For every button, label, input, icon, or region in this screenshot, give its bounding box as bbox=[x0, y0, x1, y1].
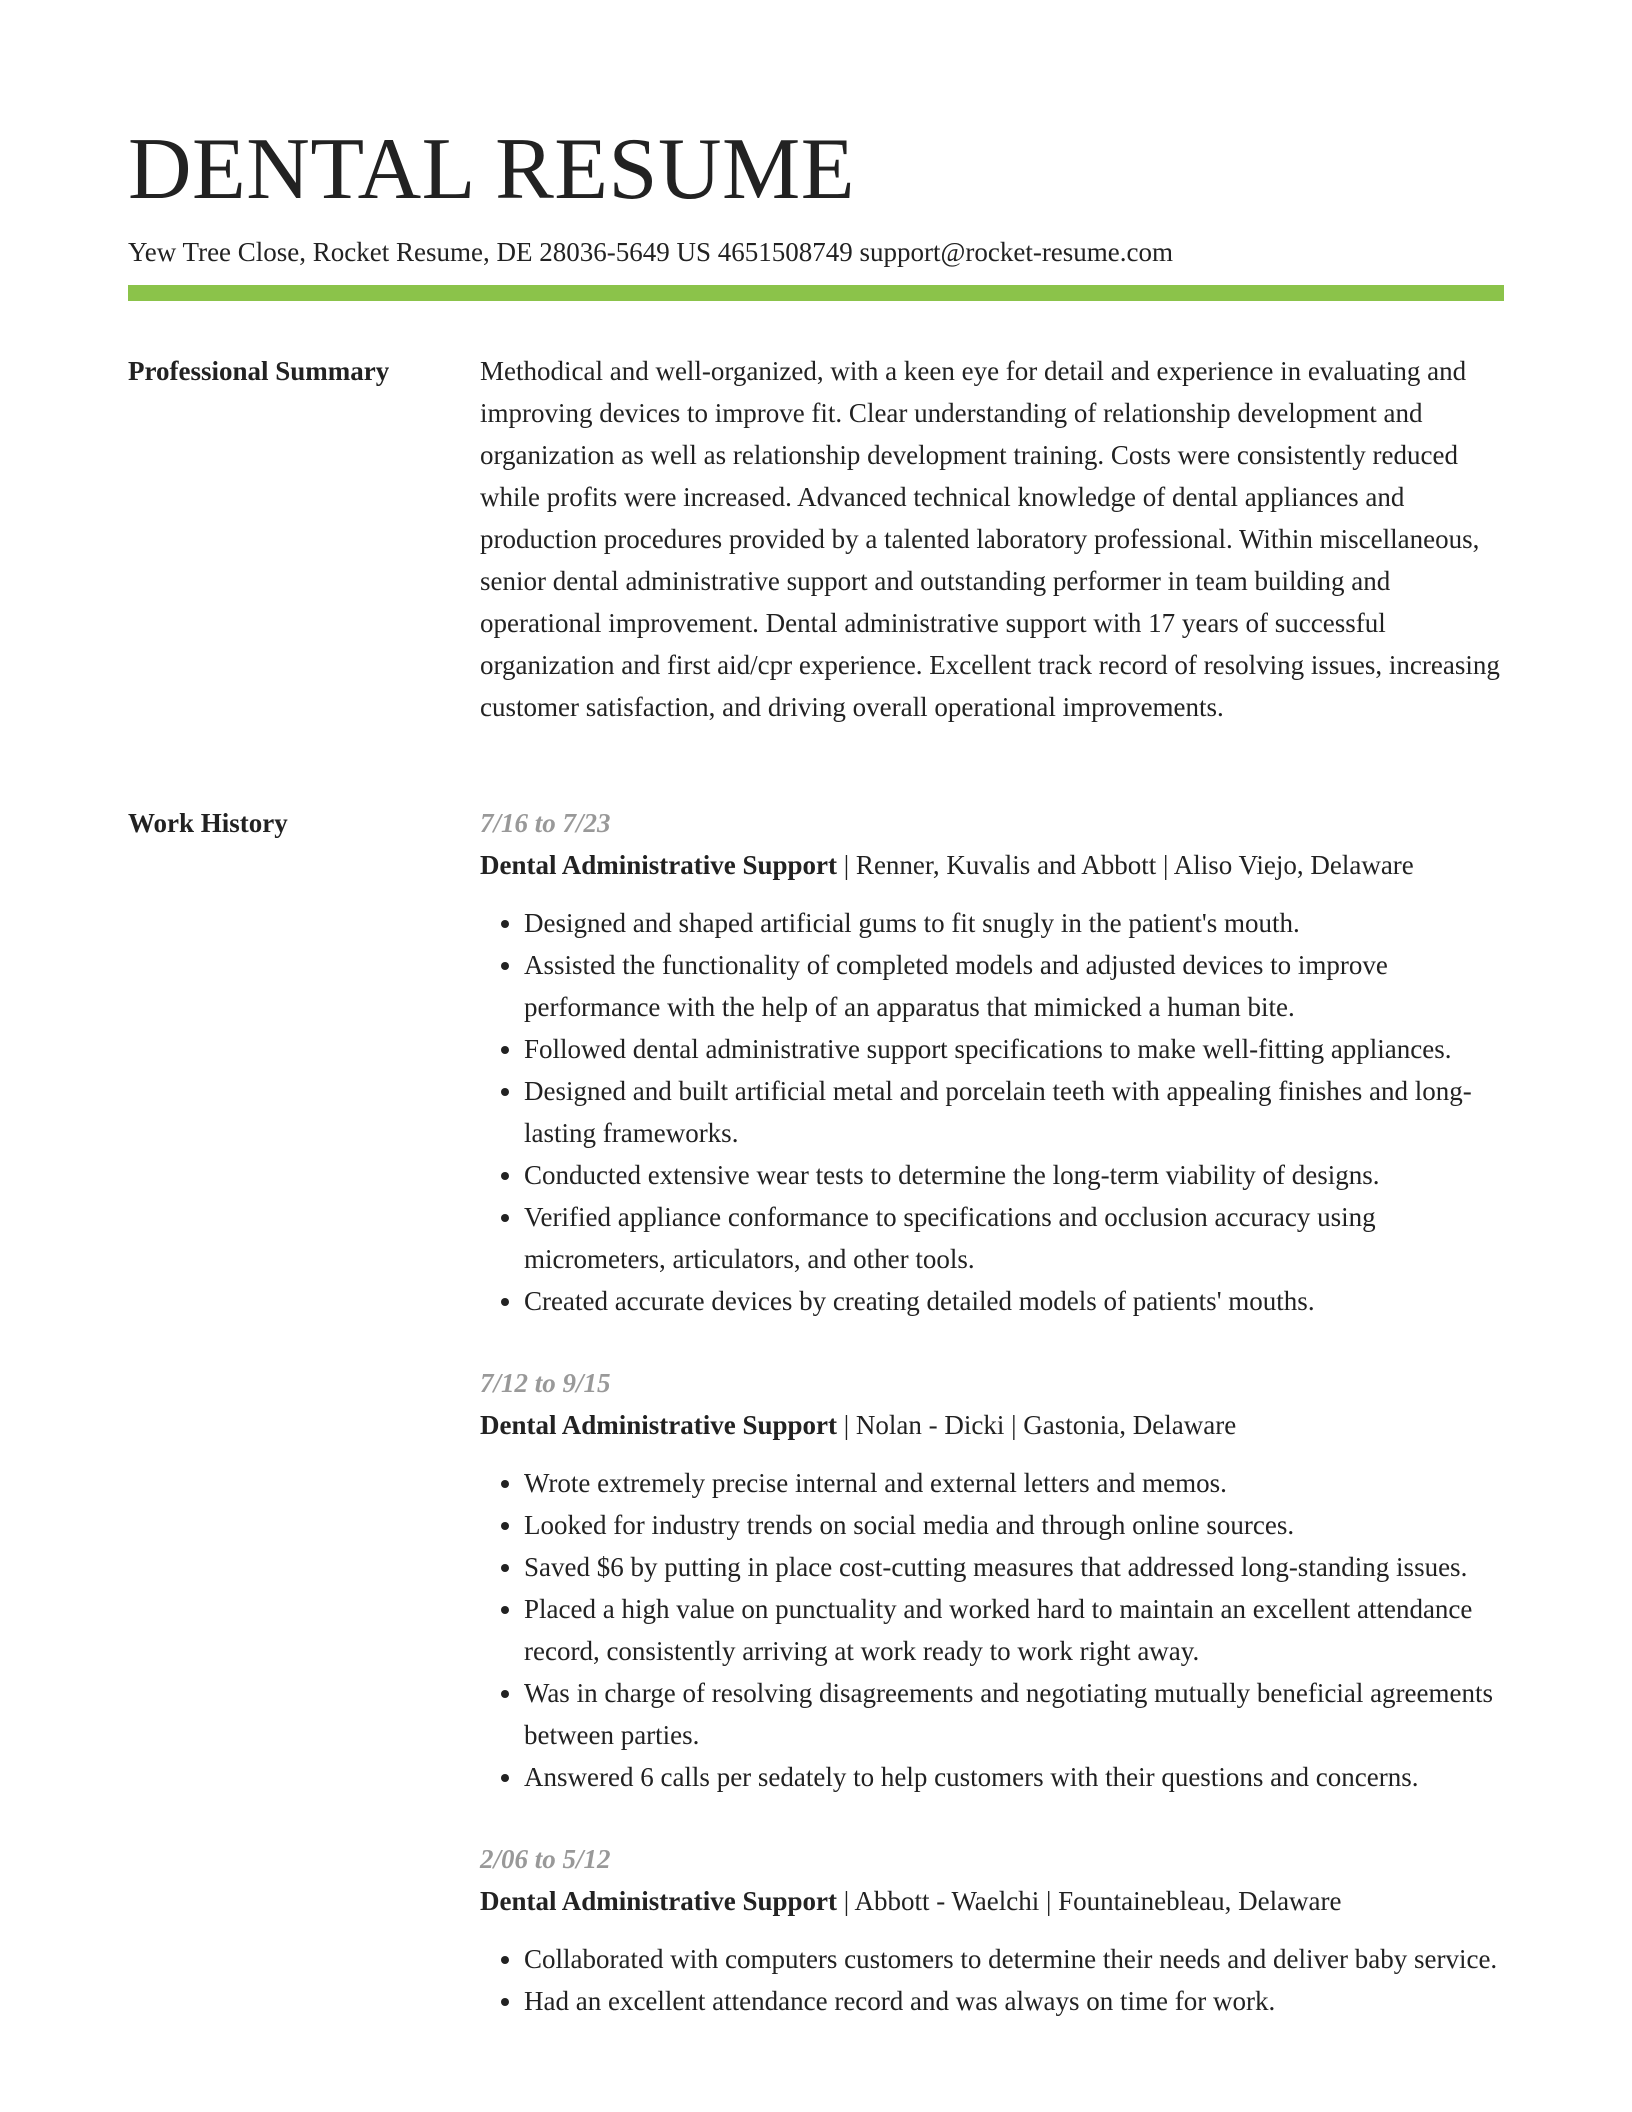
job-bullet: • Followed dental administrative support specifications to make well-fitting appliances. bbox=[524, 1028, 1504, 1070]
job-bullets bbox=[480, 1462, 1504, 1798]
work-history-label: Work History bbox=[128, 808, 288, 838]
job-bullet: • Conducted extensive wear tests to determine the long-term viability of designs. bbox=[524, 1154, 1504, 1196]
job-role bbox=[480, 1880, 1504, 1922]
job-entry bbox=[480, 802, 1504, 1322]
summary-label: Professional Summary bbox=[128, 356, 390, 386]
job-entry bbox=[480, 1838, 1504, 2022]
job-bullet: • Designed and built artificial metal and porcelain teeth with appealing finishes and long-lasting frameworks. bbox=[524, 1070, 1504, 1154]
job-entry bbox=[480, 1362, 1504, 1798]
job-bullet: • Was in charge of resolving disagreements and negotiating mutually beneficial agreements between parties. bbox=[524, 1672, 1504, 1756]
job-details: | Renner, Kuvalis and Abbott | Aliso Viejo, Delaware bbox=[837, 850, 1414, 880]
job-details: | Nolan - Dicki | Gastonia, Delaware bbox=[837, 1410, 1237, 1440]
job-date: 2/06 to 5/12 bbox=[480, 1844, 611, 1874]
job-bullet: • Verified appliance conformance to specifications and occlusion accuracy using micrometers, articulators, and other tools. bbox=[524, 1196, 1504, 1280]
job-bullet: • Had an excellent attendance record and was always on time for work. bbox=[524, 1980, 1504, 2022]
job-bullet: • Collaborated with computers customers to determine their needs and deliver baby service. bbox=[524, 1938, 1504, 1980]
job-bullet: • Saved $6 by putting in place cost-cutting measures that addressed long-standing issues. bbox=[524, 1546, 1504, 1588]
job-date: 7/16 to 7/23 bbox=[480, 808, 611, 838]
job-title: Dental Administrative Support bbox=[480, 1886, 838, 1916]
job-bullets bbox=[480, 1938, 1504, 2022]
job-details: | Abbott - Waelchi | Fountainebleau, Delaware bbox=[837, 1886, 1342, 1916]
job-title: Dental Administrative Support bbox=[480, 1410, 838, 1440]
job-bullet: • Created accurate devices by creating detailed models of patients' mouths. bbox=[524, 1280, 1504, 1322]
work-history-section bbox=[128, 802, 1504, 2062]
job-bullet: • Placed a high value on punctuality and worked hard to maintain an excellent attendance record, consistently arriving at work ready to work right away. bbox=[524, 1588, 1504, 1672]
work-history-list bbox=[480, 802, 1504, 2062]
job-title: Dental Administrative Support bbox=[480, 850, 838, 880]
summary-text: Methodical and well-organized, with a keen eye for detail and experience in evaluating and improving devices to improve fit. Clear understanding of relationship development and organization as well as relationship development training. Costs were consistently reduced while profits were increased. Advanced technical knowledge of dental appliances and production procedures provided by a talented laboratory professional. Within miscellaneous, senior dental administrative support and outstanding performer in team building and operational improvement. Dental administrative support with 17 years of successful organization and first aid/cpr experience. Excellent track record of resolving issues, increasing customer satisfaction, and driving overall operational improvements. bbox=[480, 356, 1500, 722]
resume-header bbox=[128, 118, 1504, 270]
job-bullet: • Assisted the functionality of completed models and adjusted devices to improve performance with the help of an apparatus that mimicked a human bite. bbox=[524, 944, 1504, 1028]
job-date: 7/12 to 9/15 bbox=[480, 1368, 611, 1398]
contact-line: Yew Tree Close, Rocket Resume, DE 28036-5649 US 4651508749 support@rocket-resume.com bbox=[128, 237, 1174, 267]
summary-section bbox=[128, 350, 1504, 728]
job-bullet: • Wrote extremely precise internal and external letters and memos. bbox=[524, 1462, 1504, 1504]
job-role bbox=[480, 844, 1504, 886]
accent-divider bbox=[128, 285, 1504, 301]
job-bullet: • Looked for industry trends on social media and through online sources. bbox=[524, 1504, 1504, 1546]
resume-title: DENTAL RESUME bbox=[128, 121, 856, 218]
job-bullet: • Designed and shaped artificial gums to fit snugly in the patient's mouth. bbox=[524, 902, 1504, 944]
job-role bbox=[480, 1404, 1504, 1446]
job-bullet: • Answered 6 calls per sedately to help customers with their questions and concerns. bbox=[524, 1756, 1504, 1798]
job-bullets bbox=[480, 902, 1504, 1322]
